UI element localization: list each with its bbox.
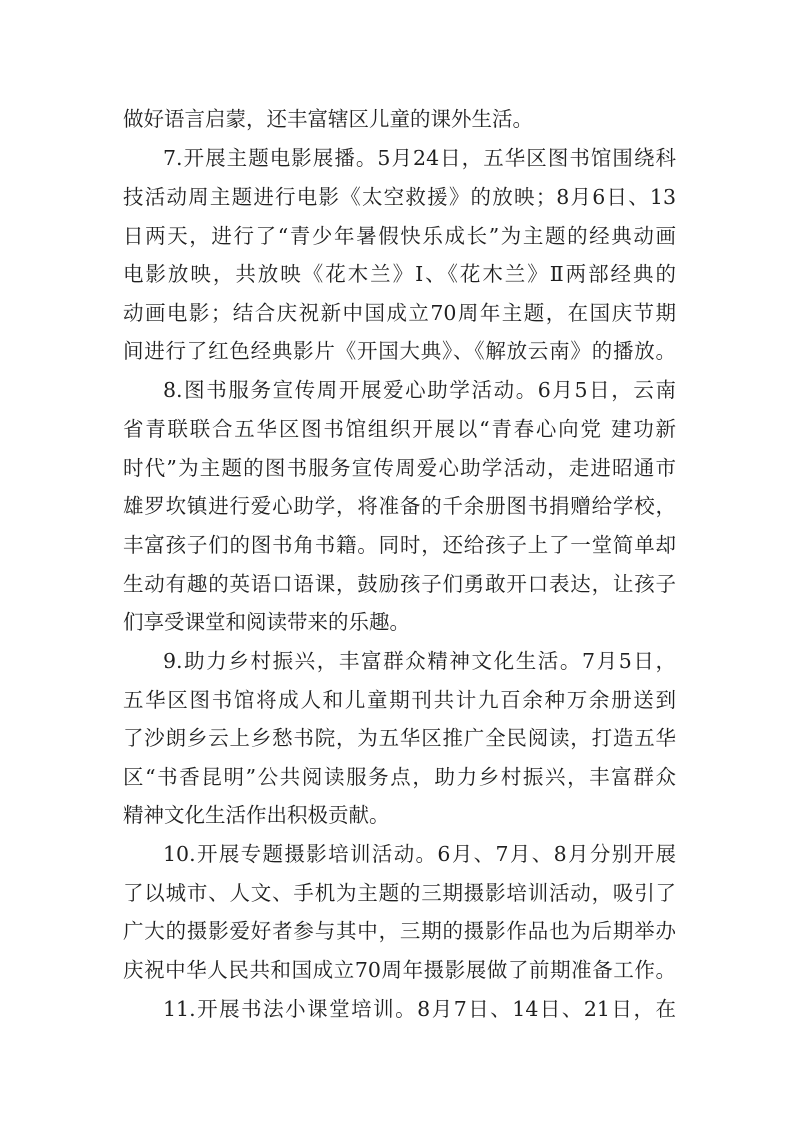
- text-line: 精神文化生活作出积极贡献。: [123, 803, 390, 827]
- text-line: 日两天，进行了“青少年暑假快乐成长”为主题的经典动画: [123, 224, 676, 248]
- text-line: 五华区图书馆将成人和儿童期刊共计九百余种万余册送到: [123, 688, 676, 712]
- paragraph-10-line: 10.开展专题摄影培训活动。6月、7月、8月分别开展: [163, 842, 676, 866]
- text-line: 间进行了红色经典影片《开国大典》、《解放云南》的播放。: [123, 339, 676, 363]
- paragraph-7-line: 7.开展主题电影展播。5月24日，五华区图书馆围绕科: [163, 146, 676, 170]
- text-line: 做好语言启蒙，还丰富辖区儿童的课外生活。: [123, 107, 533, 131]
- paragraph-11-line: 11.开展书法小课堂培训。8月7日、14日、21日，在: [163, 997, 676, 1021]
- text-line: 省青联联合五华区图书馆组织开展以“青春心向党 建功新: [123, 417, 676, 441]
- text-line: 区“书香昆明”公共阅读服务点，助力乡村振兴，丰富群众: [123, 765, 676, 789]
- paragraph-8-line: 8.图书服务宣传周开展爱心助学活动。6月5日，云南: [163, 378, 676, 402]
- text-line: 们享受课堂和阅读带来的乐趣。: [123, 610, 410, 634]
- text-line: 庆祝中华人民共和国成立70周年摄影展做了前期准备工作。: [123, 958, 676, 982]
- text-line: 广大的摄影爱好者参与其中，三期的摄影作品也为后期举办: [123, 919, 676, 943]
- text-line: 雄罗坎镇进行爱心助学，将准备的千余册图书捐赠给学校，: [123, 494, 676, 518]
- paragraph-9-line: 9.助力乡村振兴，丰富群众精神文化生活。7月5日，: [163, 649, 676, 673]
- text-line: 了沙朗乡云上乡愁书院，为五华区推广全民阅读，打造五华: [123, 726, 676, 750]
- text-line: 生动有趣的英语口语课，鼓励孩子们勇敢开口表达，让孩子: [123, 572, 676, 596]
- text-line: 丰富孩子们的图书角书籍。同时，还给孩子上了一堂简单却: [123, 533, 676, 557]
- text-line: 了以城市、人文、手机为主题的三期摄影培训活动，吸引了: [123, 881, 676, 905]
- text-line: 电影放映，共放映《花木兰》Ⅰ、《花木兰》Ⅱ两部经典的: [123, 262, 676, 286]
- text-line: 时代”为主题的图书服务宣传周爱心助学活动，走进昭通市: [123, 456, 676, 480]
- text-line: 技活动周主题进行电影《太空救援》的放映；8月6日、13: [123, 185, 676, 209]
- text-line: 动画电影；结合庆祝新中国成立70周年主题，在国庆节期: [123, 301, 676, 325]
